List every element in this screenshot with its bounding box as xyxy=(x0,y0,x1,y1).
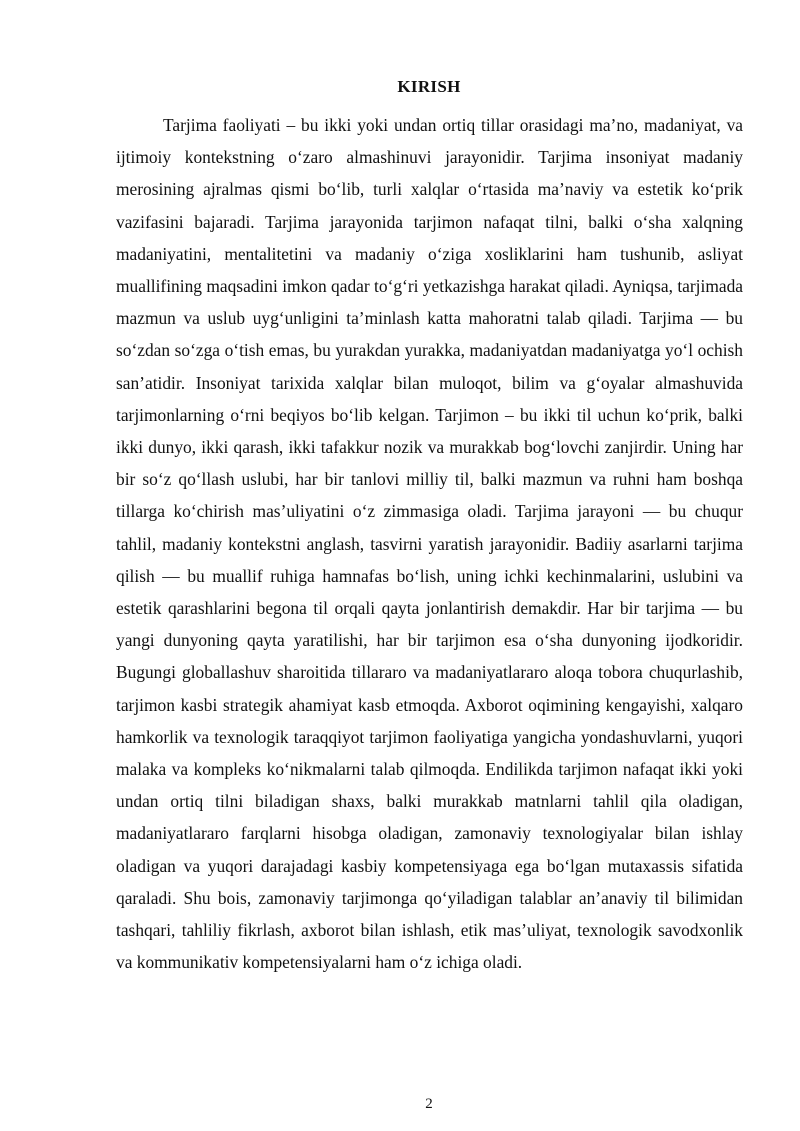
section-heading: KIRISH xyxy=(397,77,461,96)
page-number: 2 xyxy=(425,1096,433,1112)
body-paragraph: Tarjima faoliyati – bu ikki yoki undan ortiq tillar orasidagi ma’no, madaniyat, va ijtimoiy kontekstning o‘zaro almashinuvi jarayonidir. Tarjima insoniyat madaniy merosining ajralmas qismi bo‘lib, turli xalqlar o‘rtasida ma’naviy va estetik ko‘prik vazifasini bajaradi. Tarjima jarayonida tarjimon nafaqat tilni, balki o‘sha xalqning madaniyatini, mentalitetini va madaniy o‘ziga xosliklarini ham tushunib, asliyat muallifining maqsadini imkon qadar to‘g‘ri yetkazishga harakat qiladi. Ayniqsa, tarjimada mazmun va uslub uyg‘unligini ta’minlash katta mahoratni talab qiladi. Tarjima — bu so‘zdan so‘zga o‘tish emas, bu yurakdan yurakka, madaniyatdan madaniyatga yo‘l ochish san’atidir. Insoniyat tarixida xalqlar bilan muloqot, bilim va g‘oyalar almashuvida tarjimonlarning o‘rni beqiyos bo‘lib kelgan. Tarjimon – bu ikki til uchun ko‘prik, balki ikki dunyo, ikki qarash, ikki tafakkur nozik va murakkab bog‘lovchi zanjirdir. Uning har bir so‘z qo‘llash uslubi, har bir tanlovi milliy til, balki mazmun va ruhni ham boshqa tillarga ko‘chirish mas’uliyatini o‘z zimmasiga oladi. Tarjima jarayoni — bu chuqur tahlil, madaniy kontekstni anglash, tasvirni yaratish jarayonidir. Badiiy asarlarni tarjima qilish — bu muallif ruhiga hamnafas bo‘lish, uning ichki kechinmalarini, uslubini va estetik qarashlarini begona til orqali qayta jonlantirish demakdir. Har bir tarjima — bu yangi dunyoning qayta yaratilishi, har bir tarjimon esa o‘sha dunyoning ijodkoridir. Bugungi globallashuv sharoitida tillararo va madaniyatlararo aloqa tobora chuqurlashib, tarjimon kasbi strategik ahamiyat kasb etmoqda. Axborot oqimining kengayishi, xalqaro hamkorlik va texnologik taraqqiyot tarjimon faoliyatiga yangicha yondashuvlarni, yuqori malaka va kompleks ko‘nikmalarni talab qilmoqda. Endilikda tarjimon nafaqat ikki yoki undan ortiq tilni biladigan shaxs, balki murakkab matnlarni tahlil qila oladigan, madaniyatlararo farqlarni hisobga oladigan, zamonaviy texnologiyalar bilan ishlay oladigan va yuqori darajadagi kasbiy kompetensiyaga ega bo‘lgan mutaxassis sifatida qaraladi. Shu bois, zamonaviy tarjimonga qo‘yiladigan talablar an’anaviy til bilimidan tashqari, tahliliy fikrlash, axborot bilan ishlash, etik mas’uliyat, texnologik savodxonlik va kommunikativ kompetensiyalarni ham o‘z ichiga oladi. xyxy=(116,115,743,973)
